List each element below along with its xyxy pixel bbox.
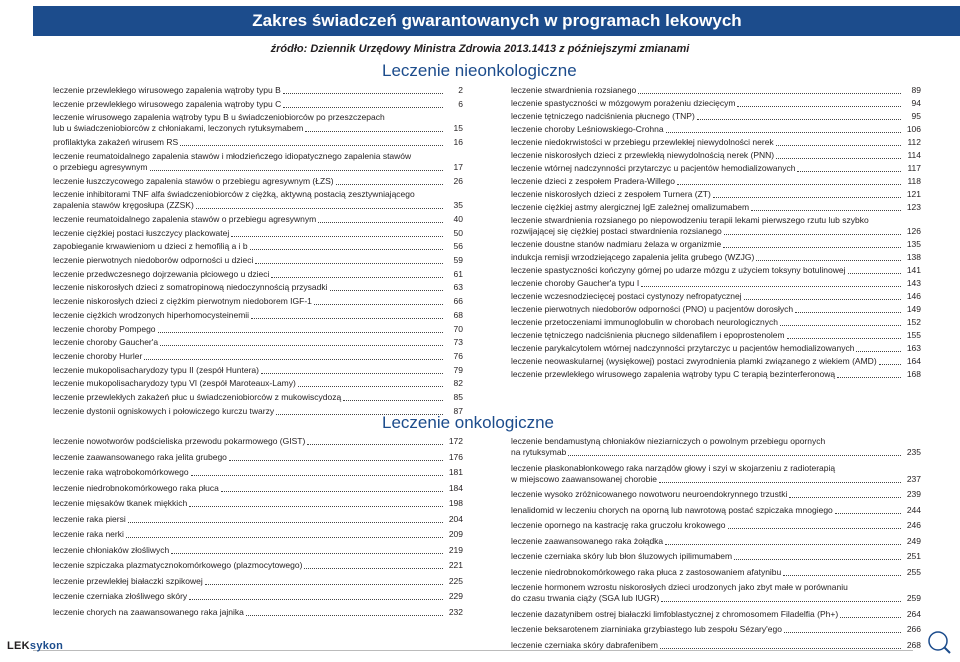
- logo-part-a: LEK: [7, 640, 30, 652]
- toc-leader: [723, 246, 901, 248]
- toc-entry-page: 204: [448, 513, 463, 524]
- toc-entry-page: 112: [907, 137, 921, 147]
- toc-entry-page: 184: [448, 482, 463, 493]
- toc-entry: [53, 241, 463, 252]
- toc-entry-title: leczenie mięsaków tkanek miękkich: [53, 498, 188, 508]
- toc-entry-title: leczenie łuszczycowego zapalenia stawów o przebiegu agresywnym (ŁZS): [53, 175, 334, 186]
- toc-leader: [638, 92, 901, 94]
- logo-part-b: sykon: [29, 640, 64, 652]
- toc-leader: [330, 289, 444, 291]
- toc-entry: [53, 576, 463, 587]
- toc-entry-page: 121: [906, 189, 921, 199]
- toc-leader: [784, 631, 901, 633]
- toc-entry-page: 85: [453, 392, 463, 402]
- toc-entry-page: 251: [906, 551, 921, 561]
- leksykon-logo: [7, 640, 63, 652]
- toc-entry-page: 123: [906, 202, 921, 212]
- toc-entry-page: 143: [906, 278, 921, 288]
- toc-leader: [196, 207, 443, 209]
- toc-entry: [53, 255, 463, 266]
- toc-entry-page: 89: [911, 85, 921, 95]
- toc-leader: [660, 647, 901, 649]
- toc-entry: [53, 228, 463, 239]
- toc-entry-page: 50: [453, 227, 463, 238]
- toc-entry: [53, 529, 463, 540]
- toc-entry: [511, 505, 921, 516]
- toc-entry-title: leczenie czerniaka skóry dabrafenibem: [511, 639, 658, 650]
- toc-entry-title: indukcja remisji wrzodziejącego zapalenia jelita grubego (WZJG): [511, 252, 755, 262]
- toc-leader: [191, 474, 443, 476]
- toc-entry-title: leczenie inhibitorami TNF alfa świadczeniobiorców z ciężką, aktywną postacią zesztywniającego zapalenia stawów kręgosłupa (ZZSK): [53, 189, 415, 211]
- toc-entry: [53, 189, 463, 211]
- toc-entry: [53, 498, 463, 509]
- toc-entry-title: leczenie raka wątrobokomórkowego: [53, 467, 189, 477]
- toc-entry-page: 246: [906, 520, 921, 530]
- toc-leader: [795, 311, 901, 313]
- toc-entry-page: 87: [453, 405, 463, 416]
- toc-entry: [53, 112, 463, 134]
- toc-entry-title: leczenie zaawansowanego raka żołądka: [511, 535, 664, 546]
- toc-entry-page: 221: [448, 560, 463, 570]
- toc-entry: [511, 304, 921, 315]
- toc-entry-page: 40: [453, 213, 463, 224]
- toc-entry-title: leczenie przewlekłych zakażeń płuc u świadczeniobiorców z mukowiscydozą: [53, 392, 342, 402]
- lekseek-logo-icon: [922, 630, 954, 656]
- toc-entry-title: leczenie niedrobnokomórkowego raka płuca: [53, 482, 219, 493]
- toc-entry: [53, 99, 463, 110]
- toc-leader: [276, 413, 443, 415]
- source-note: źródło: Dziennik Urzędowy Ministra Zdrowia 2013.1413 z późniejszymi zmianami: [270, 43, 690, 55]
- toc-leader: [336, 183, 443, 185]
- toc-entry-title: leczenie choroby Pompego: [53, 323, 156, 334]
- toc-entry: [511, 278, 921, 289]
- toc-entry-title: leczenie choroby Hurler: [53, 350, 143, 361]
- toc-leader: [250, 248, 443, 250]
- toc-entry-page: 152: [906, 317, 921, 327]
- toc-entry-title: leczenie mukopolisacharydozy typu II (zespół Huntera): [53, 364, 259, 375]
- toc-entry-page: 126: [906, 226, 921, 236]
- toc-entry: [53, 406, 463, 417]
- toc-leader: [314, 303, 443, 305]
- toc-entry: [53, 452, 463, 463]
- toc-entry-title: leczenie przewlekłego wirusowego zapalenia wątroby typu B: [53, 85, 281, 95]
- toc-entry: [53, 85, 463, 96]
- toc-entry: [511, 265, 921, 276]
- toc-leader: [837, 376, 901, 378]
- toc-entry-page: 68: [453, 309, 463, 320]
- toc-entry-page: 16: [453, 137, 463, 148]
- toc-leader: [246, 614, 443, 616]
- toc-leader: [221, 490, 443, 492]
- toc-entry-title: leczenie reumatoidalnego zapalenia stawów o przebiegu agresywnym: [53, 213, 317, 224]
- toc-leader: [343, 399, 443, 401]
- toc-entry: [53, 378, 463, 389]
- toc-entry: [53, 282, 463, 293]
- toc-entry-title: leczenie choroby Leśniowskiego-Crohna: [511, 124, 664, 134]
- toc-entry: [53, 176, 463, 187]
- toc-entry-title: leczenie choroby Gaucher'a typu I: [511, 278, 640, 288]
- toc-entry-page: 235: [906, 447, 921, 457]
- toc-entry-page: 106: [906, 124, 921, 134]
- toc-entry: [53, 436, 463, 447]
- toc-entry-title: leczenie niskorosłych dzieci z przewlekłą niewydolnością nerek (PNN): [511, 150, 775, 160]
- toc-entry: [511, 98, 921, 109]
- toc-leader: [737, 105, 901, 107]
- toc-entry-title: leczenie zaawansowanego raka jelita grubego: [53, 451, 227, 462]
- toc-entry-page: 141: [906, 265, 921, 275]
- toc-entry-title: leczenie spastyczności kończyny górnej po udarze mózgu z użyciem toksyny botulinowej: [511, 265, 846, 275]
- toc-entry-title: leczenie chłoniaków złośliwych: [53, 544, 170, 555]
- toc-entry-page: 56: [453, 241, 463, 252]
- toc-leader: [307, 443, 443, 445]
- toc-leader: [150, 169, 444, 171]
- toc-leader: [641, 285, 901, 287]
- toc-entry: [511, 150, 921, 161]
- toc-entry: [511, 137, 921, 148]
- toc-entry-title: leczenie wirusowego zapalenia wątroby typu B u świadczeniobiorców po przeszczepach lub u świadczeniobiorców z chłoniakami, leczonych rytuksymabem: [53, 112, 385, 134]
- toc-entry-page: 118: [907, 176, 921, 186]
- toc-entry: [53, 296, 463, 307]
- toc-entry: [511, 567, 921, 578]
- toc-leader: [713, 196, 901, 198]
- toc-entry-title: leczenie czerniaka skóry lub błon śluzowych ipilimumabem: [511, 551, 733, 561]
- toc-leader: [261, 372, 443, 374]
- toc-entry-page: 255: [906, 566, 921, 577]
- toc-entry-title: leczenie doustne stanów nadmiaru żelaza w organizmie: [511, 239, 722, 249]
- toc-entry: [53, 365, 463, 376]
- toc-entry-title: leczenie dzieci z zespołem Pradera-Willego: [511, 176, 675, 186]
- toc-entry-page: 70: [453, 323, 463, 334]
- toc-leader: [789, 496, 901, 498]
- toc-entry-title: leczenie przewlekłego wirusowego zapalenia wątroby typu C: [53, 98, 282, 109]
- toc-leader: [189, 598, 443, 600]
- toc-leader: [848, 272, 902, 274]
- toc-entry-page: 259: [906, 593, 921, 603]
- toc-entry-title: leczenie ciężkiej postaci łuszczycy plackowatej: [53, 227, 230, 238]
- toc-leader: [205, 583, 443, 585]
- toc-entry: [511, 582, 921, 604]
- toc-leader: [879, 363, 901, 365]
- toc-entry: [511, 330, 921, 341]
- toc-leader: [126, 536, 443, 538]
- toc-entry-title: leczenie spastyczności w mózgowym porażeniu dziecięcym: [511, 98, 736, 108]
- toc-entry: [511, 520, 921, 531]
- toc-entry-title: zapobieganie krwawieniom u dzieci z hemofilią a i b: [53, 241, 248, 252]
- toc-leader: [666, 131, 901, 133]
- toc-entry-page: 176: [448, 451, 463, 462]
- toc-entry: [53, 483, 463, 494]
- toc-entry-title: profilaktyka zakażeń wirusem RS: [53, 137, 179, 148]
- toc-entry: [511, 291, 921, 302]
- toc-entry-title: lenalidomid w leczeniu chorych na oporną lub nawrotową postać szpiczaka mnogiego: [511, 504, 833, 515]
- toc-entry: [511, 624, 921, 635]
- toc-entry: [511, 215, 921, 237]
- toc-entry: [53, 514, 463, 525]
- toc-entry-title: leczenie dazatynibem ostrej białaczki limfoblastycznej z chromosomem Filadelfia (Ph+): [511, 608, 839, 619]
- toc-leader: [144, 358, 443, 360]
- toc-entry-page: 209: [448, 529, 463, 539]
- toc-leader: [158, 331, 443, 333]
- toc-leader: [756, 259, 901, 261]
- toc-entry-page: 61: [453, 268, 463, 279]
- toc-leader: [251, 317, 443, 319]
- toc-entry-title: leczenie pierwotnych niedoborów odporności (PNO) u pacjentów dorosłych: [511, 304, 794, 314]
- toc-entry-title: leczenie niedokrwistości w przebiegu przewlekłej niewydolności nerek: [511, 137, 774, 147]
- toc-entry-page: 17: [453, 161, 463, 172]
- toc-entry: [511, 85, 921, 96]
- toc-entry-title: leczenie niedrobnokomórkowego raka płuca z zastosowaniem afatynibu: [511, 566, 782, 577]
- toc-entry-title: leczenie beksarotenem ziarniniaka grzybiastego lub zespołu Sézary'ego: [511, 624, 782, 634]
- toc-entry: [511, 111, 921, 122]
- toc-entry-title: leczenie ciężkich wrodzonych hiperhomocysteinemii: [53, 309, 250, 320]
- toc-entry-page: 35: [453, 200, 463, 211]
- toc-leader: [744, 298, 901, 300]
- toc-entry-page: 66: [453, 296, 463, 307]
- toc-leader: [665, 543, 901, 545]
- toc-entry: [511, 163, 921, 174]
- toc-entry-page: 155: [906, 330, 921, 340]
- toc-entry-title: leczenie płaskonabłonkowego raka narządów głowy i szyi w skojarzeniu z radioterapią w miejscowo zaawansowanej chorobie: [511, 462, 836, 484]
- toc-entry-page: 73: [453, 337, 463, 348]
- toc-entry-title: leczenie choroby Gaucher'a: [53, 337, 159, 348]
- toc-leader: [304, 567, 443, 569]
- toc-leader: [659, 481, 901, 483]
- toc-entry: [511, 551, 921, 562]
- toc-entry-title: leczenie neowaskularnej (wysiękowej) postaci zwyrodnienia plamki związanego z wiekiem (AMD): [511, 356, 877, 366]
- toc-leader: [128, 521, 443, 523]
- toc-leader: [180, 144, 443, 146]
- toc-entry-page: 163: [906, 343, 921, 353]
- toc-entry: [53, 467, 463, 478]
- toc-leader: [298, 385, 443, 387]
- toc-entry: [53, 607, 463, 618]
- toc-entry-page: 59: [453, 255, 463, 265]
- toc-leader: [229, 459, 443, 461]
- toc-entry-title: leczenie czerniaka złośliwego skóry: [53, 591, 188, 601]
- toc-entry-page: 172: [448, 436, 463, 446]
- toc-leader: [255, 262, 443, 264]
- toc-leader: [697, 118, 901, 120]
- toc-entry: [53, 351, 463, 362]
- toc-entry-title: leczenie chorych na zaawansowanego raka jajnika: [53, 606, 244, 617]
- toc-leader: [856, 350, 901, 352]
- toc-entry-page: 76: [453, 350, 463, 361]
- toc-entry-page: 266: [906, 624, 921, 634]
- toc-entry-title: leczenie parykalcytolem wtórnej nadczynności przytarczyc u pacjentów hemodializowanych: [511, 343, 855, 353]
- toc-leader: [776, 144, 901, 146]
- toc-entry-title: leczenie tętniczego nadciśnienia płucnego (TNP): [511, 111, 695, 121]
- toc-entry-page: 264: [906, 608, 921, 619]
- toc-entry-page: 198: [448, 498, 463, 508]
- toc-leader: [677, 183, 901, 185]
- toc-entry-title: leczenie wysoko zróżnicowanego nowotworu neuroendokrynnego trzustki: [511, 489, 788, 499]
- toc-leader: [283, 92, 443, 94]
- toc-entry: [511, 463, 921, 485]
- toc-entry-page: 225: [448, 575, 463, 586]
- toc-entry: [53, 392, 463, 403]
- toc-entry: [53, 214, 463, 225]
- toc-leader: [728, 527, 901, 529]
- toc-entry-title: leczenie stwardnienia rozsianego: [511, 85, 637, 95]
- toc-leader: [160, 344, 443, 346]
- toc-leader: [787, 337, 901, 339]
- toc-entry-page: 135: [906, 239, 921, 249]
- toc-leader: [734, 558, 901, 560]
- toc-entry: [53, 591, 463, 602]
- toc-entry: [511, 176, 921, 187]
- toc-entry-page: 63: [453, 282, 463, 293]
- toc-leader: [797, 170, 901, 172]
- toc-entry: [53, 269, 463, 280]
- toc-entry-page: 79: [453, 364, 463, 375]
- title-banner: [33, 6, 960, 36]
- toc-entry: [511, 252, 921, 263]
- toc-entry-page: 237: [906, 473, 921, 484]
- toc-entry-page: 26: [453, 175, 463, 186]
- toc-entry-title: leczenie raka nerki: [53, 529, 124, 539]
- toc-entry-page: 149: [906, 304, 921, 314]
- toc-entry-title: leczenie wtórnej nadczynności przytarczyc u pacjentów hemodializowanych: [511, 163, 796, 173]
- toc-entry-title: leczenie ciężkiej astmy alergicznej IgE zależnej omalizumabem: [511, 202, 750, 212]
- toc-entry-title: leczenie pierwotnych niedoborów odporności u dzieci: [53, 255, 254, 265]
- toc-entry-title: leczenie niskorosłych dzieci z somatropinową niedoczynnością przysadki: [53, 282, 328, 293]
- toc-entry-title: leczenie przedwczesnego dojrzewania płciowego u dzieci: [53, 268, 270, 279]
- toc-entry-page: 138: [906, 252, 921, 262]
- toc-entry: [511, 202, 921, 213]
- toc-leader: [661, 600, 901, 602]
- toc-entry-page: 181: [448, 467, 463, 477]
- toc-entry-page: 82: [453, 378, 463, 389]
- toc-entry-title: leczenie szpiczaka plazmatycznokomórkowego (plazmocytowego): [53, 560, 303, 570]
- toc-entry: [53, 310, 463, 321]
- toc-entry-page: 146: [906, 291, 921, 301]
- toc-entry-page: 117: [907, 163, 921, 173]
- toc-entry: [53, 545, 463, 556]
- toc-entry-page: 268: [906, 639, 921, 650]
- toc-entry: [511, 124, 921, 135]
- section-title-oncology: Leczenie onkologiczne: [382, 413, 555, 432]
- toc-leader: [171, 552, 443, 554]
- toc-leader: [783, 574, 901, 576]
- toc-leader: [776, 157, 901, 159]
- toc-entry-title: leczenie reumatoidalnego zapalenia stawów i młodzieńczego idiopatycznego zapalenia stawów o przebiegu agresywnym: [53, 150, 412, 172]
- toc-entry-title: leczenie niskorosłych dzieci z zespołem Turnera (ZT): [511, 189, 711, 199]
- toc-entry: [53, 560, 463, 571]
- toc-entry: [511, 436, 921, 458]
- toc-entry: [511, 536, 921, 547]
- section-title-non-oncology: Leczenie nieonkologiczne: [382, 61, 577, 80]
- toc-entry-page: 15: [453, 123, 463, 134]
- toc-entry-title: leczenie raka piersi: [53, 513, 126, 524]
- toc-entry: [511, 239, 921, 250]
- toc-entry-title: leczenie wczesnodziecięcej postaci cystynozy nefropatycznej: [511, 291, 742, 301]
- toc-entry-title: leczenie opornego na kastrację raka gruczołu krokowego: [511, 520, 726, 530]
- toc-entry: [511, 369, 921, 380]
- toc-entry: [53, 337, 463, 348]
- toc-leader: [271, 276, 443, 278]
- toc-leader: [231, 235, 443, 237]
- toc-entry: [53, 324, 463, 335]
- toc-entry-title: leczenie hormonem wzrostu niskorosłych dzieci urodzonych jako zbyt małe w porównaniu do czasu trwania ciąży (SGA lub IUGR): [511, 582, 848, 603]
- toc-leader: [568, 454, 901, 456]
- toc-entry: [511, 343, 921, 354]
- toc-entry-page: 244: [906, 504, 921, 515]
- page-title: Zakres świadczeń gwarantowanych w programach lekowych: [252, 11, 742, 30]
- toc-entry-page: 219: [448, 544, 463, 555]
- toc-entry-page: 249: [906, 535, 921, 546]
- toc-leader: [189, 505, 443, 507]
- toc-entry-page: 95: [911, 111, 921, 121]
- toc-entry: [511, 356, 921, 367]
- toc-entry-page: 229: [448, 591, 463, 601]
- toc-entry-title: leczenie bendamustyną chłoniaków nieziarniczych o powolnym przebiegu opornych na rytuksymab: [511, 436, 826, 457]
- toc-leader: [751, 209, 901, 211]
- toc-leader: [318, 221, 443, 223]
- toc-entry-page: 239: [906, 489, 921, 499]
- toc-entry-page: 168: [906, 369, 921, 379]
- toc-entry-page: 232: [448, 606, 463, 617]
- toc-entry: [53, 137, 463, 148]
- toc-entry-page: 2: [458, 85, 463, 95]
- toc-entry-title: leczenie przewlekłej białaczki szpikowej: [53, 575, 203, 586]
- lekseek-logo: [922, 630, 954, 656]
- toc-leader: [835, 512, 901, 514]
- toc-entry-title: leczenie przetoczeniami immunoglobulin w chorobach neurologicznych: [511, 317, 778, 327]
- toc-entry-title: leczenie tętniczego nadciśnienia płucnego sildenafilem i epoprostenolem: [511, 330, 785, 340]
- toc-entry-title: leczenie stwardnienia rozsianego po niepowodzeniu terapii lekami pierwszego rzutu lub szybko rozwijającej się ciężkiej postaci stwardnienia rozsianego: [511, 215, 869, 236]
- toc-entry-page: 164: [906, 356, 921, 366]
- toc-entry-title: leczenie dystonii ogniskowych i połowiczego kurczu twarzy: [53, 405, 275, 416]
- toc-entry-page: 114: [907, 150, 921, 160]
- footer-divider: [33, 650, 913, 651]
- toc-leader: [780, 324, 901, 326]
- toc-leader: [840, 616, 901, 618]
- toc-entry-page: 6: [458, 98, 463, 109]
- toc-leader: [724, 233, 901, 235]
- toc-entry: [511, 609, 921, 620]
- toc-entry-page: 94: [911, 98, 921, 108]
- toc-entry-title: leczenie nowotworów podścieliska przewodu pokarmowego (GIST): [53, 436, 306, 446]
- toc-entry: [511, 189, 921, 200]
- toc-entry: [511, 489, 921, 500]
- toc-entry-title: leczenie niskorosłych dzieci z ciężkim pierwotnym niedoborem IGF-1: [53, 296, 312, 307]
- toc-leader: [283, 106, 443, 108]
- toc-entry-title: leczenie mukopolisacharydozy typu VI (zespół Maroteaux-Lamy): [53, 378, 296, 389]
- toc-entry: [53, 151, 463, 173]
- toc-entry: [511, 317, 921, 328]
- toc-entry-title: leczenie przewlekłego wirusowego zapalenia wątroby typu C terapią bezinterferonową: [511, 369, 836, 379]
- toc-leader: [305, 130, 443, 132]
- toc-entry: [511, 640, 921, 651]
